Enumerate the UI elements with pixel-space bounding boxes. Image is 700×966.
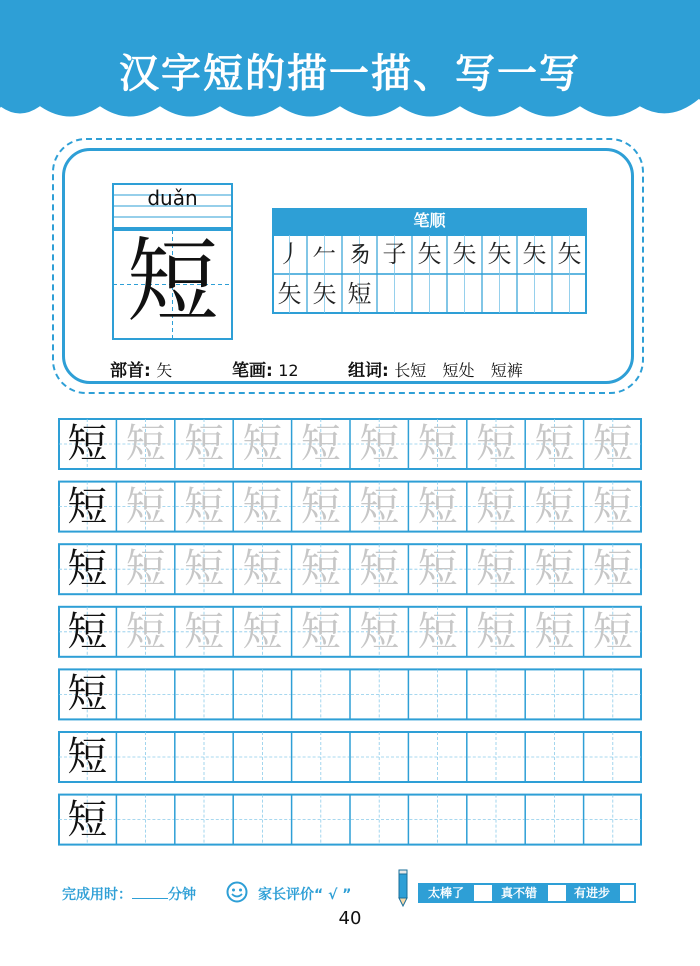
trace-character: 短 <box>125 608 166 655</box>
trace-character: 短 <box>417 608 458 655</box>
trace-character: 短 <box>359 421 400 467</box>
trace-character: 短 <box>300 546 341 593</box>
radical-info <box>110 356 172 381</box>
stroke-order-header: 笔顺 <box>272 208 587 234</box>
completion-time <box>62 884 196 904</box>
page-number: 40 <box>338 908 362 929</box>
rating-bar <box>418 883 636 903</box>
stroke-count-value: 12 <box>278 361 299 380</box>
stroke-step: 丿 <box>277 240 302 268</box>
stroke-step: 矢 <box>452 240 477 268</box>
rating-label-great: 太棒了 <box>420 885 472 901</box>
word-3: 短裤 <box>490 361 523 380</box>
trace-character: 短 <box>417 546 458 593</box>
trace-character: 短 <box>125 546 166 593</box>
trace-character: 短 <box>359 483 400 530</box>
trace-character: 短 <box>475 483 516 530</box>
model-character: 短 <box>67 546 108 593</box>
trace-character: 短 <box>242 608 283 655</box>
trace-character: 短 <box>242 546 283 593</box>
practice-row <box>59 669 641 719</box>
trace-character: 短 <box>592 421 633 467</box>
time-blank[interactable] <box>132 887 168 899</box>
stroke-step: 矢 <box>417 240 442 268</box>
rating-checkbox-great[interactable] <box>472 885 492 901</box>
trace-character: 短 <box>534 483 575 530</box>
trace-character: 短 <box>592 546 633 593</box>
trace-character: 短 <box>534 421 575 467</box>
main-character: 短 <box>126 228 219 335</box>
words-label: 组词: <box>348 361 389 381</box>
stroke-count-info <box>232 356 299 381</box>
rating-label-progress: 有进步 <box>566 885 618 901</box>
trace-character: 短 <box>475 421 516 467</box>
stroke-step: 矢 <box>312 280 337 308</box>
stroke-step: 短 <box>347 280 372 308</box>
model-character: 短 <box>67 608 108 655</box>
words-info <box>348 356 523 381</box>
trace-character: 短 <box>417 483 458 530</box>
stroke-step: 子 <box>382 240 407 268</box>
rating-checkbox-good[interactable] <box>546 885 566 901</box>
trace-character: 短 <box>475 608 516 655</box>
trace-character: 短 <box>534 546 575 593</box>
radical-label: 部首: <box>110 361 151 381</box>
trace-character: 短 <box>359 608 400 655</box>
trace-character: 短 <box>592 608 633 655</box>
smiley-icon <box>226 881 248 903</box>
title-suffix: 的描一描、写一写 <box>245 51 581 97</box>
practice-row <box>59 795 641 845</box>
stroke-step: 矢 <box>522 240 547 268</box>
page-title <box>0 42 700 99</box>
trace-character: 短 <box>300 421 341 467</box>
model-character: 短 <box>67 796 108 843</box>
trace-character: 短 <box>300 608 341 655</box>
trace-character: 短 <box>475 546 516 593</box>
trace-character: 短 <box>183 608 224 655</box>
trace-character: 短 <box>359 546 400 593</box>
trace-character: 短 <box>592 483 633 530</box>
trace-character: 短 <box>125 421 166 467</box>
model-character: 短 <box>67 671 108 718</box>
trace-character: 短 <box>125 483 166 530</box>
practice-row <box>59 732 641 782</box>
trace-character: 短 <box>300 483 341 530</box>
trace-character: 短 <box>183 483 224 530</box>
trace-character: 短 <box>183 546 224 593</box>
stroke-step: 𠃓 <box>347 240 372 268</box>
stroke-step: 矢 <box>487 240 512 268</box>
stroke-count-label: 笔画: <box>232 361 273 381</box>
stroke-step: 𠂉 <box>312 240 337 268</box>
stroke-step: 矢 <box>557 240 582 268</box>
trace-character: 短 <box>242 421 283 467</box>
radical-value: 矢 <box>156 361 173 380</box>
pinyin-text: duǎn <box>147 186 198 210</box>
rating-checkbox-progress[interactable] <box>618 885 634 901</box>
title-char: 短 <box>203 51 245 97</box>
trace-character: 短 <box>534 608 575 655</box>
model-character: 短 <box>67 483 108 530</box>
trace-character: 短 <box>183 421 224 467</box>
rating-label-good: 真不错 <box>492 885 546 901</box>
model-character: 短 <box>67 421 108 467</box>
word-2: 短处 <box>442 361 475 380</box>
model-character: 短 <box>67 734 108 780</box>
parent-evaluation-label: 家长评价“ √ ” <box>258 887 352 903</box>
stroke-step: 矢 <box>277 280 302 308</box>
pencil-icon <box>396 868 410 908</box>
time-unit: 分钟 <box>168 887 196 903</box>
word-1: 长短 <box>394 361 427 380</box>
time-label: 完成用时： <box>62 887 132 903</box>
trace-character: 短 <box>242 483 283 530</box>
title-prefix: 汉字 <box>119 51 203 97</box>
trace-character: 短 <box>417 421 458 467</box>
